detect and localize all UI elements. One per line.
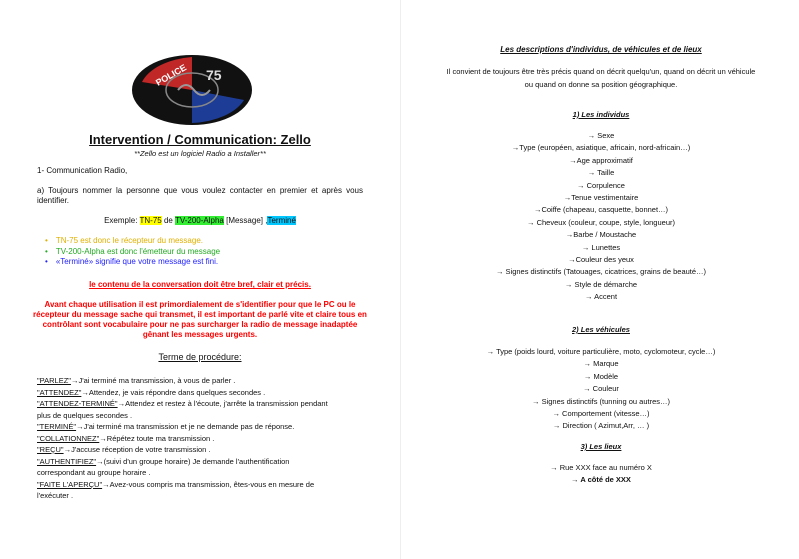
list-item: →Barbe / Moustache [565, 230, 637, 240]
list-item: → Couleur [583, 384, 619, 394]
list-item: → A côté de XXX [571, 475, 631, 485]
procedure-item: "REÇU"→J'accuse réception de votre transmission . [37, 445, 211, 454]
list-item: →Coiffe (chapeau, casquette, bonnet…) [533, 205, 669, 215]
procedure-list [37, 375, 337, 502]
list-item: → Type (poids lourd, voiture particulière, moto, cyclomoteur, cycle…) [486, 347, 716, 356]
list-item: → Cheveux (couleur, coupe, style, longueur) [526, 217, 675, 227]
descriptions-intro: Il convient de toujours être très précis quand on décrit quelqu'un, quand on décrit un véhicule ou quand on donne sa position géographique. [446, 67, 756, 89]
example-recipient: TN-75 [139, 216, 162, 225]
bullet-end: • «Terminé» signifie que votre message est fini. [45, 257, 220, 268]
example-line [0, 216, 400, 225]
bullet-sender: • TV-200-Alpha est donc l'émetteur du message [45, 247, 220, 258]
procedure-item: "PARLEZ"→J'ai terminé ma transmission, à vous de parler . [37, 376, 236, 385]
procedure-item: "ATTENDEZ"→Attendez, je vais répondre dans quelques secondes . [37, 387, 266, 397]
list-item: → Modèle [583, 371, 619, 381]
example-de: de [161, 216, 175, 225]
example-message: [Message] , [223, 216, 268, 225]
example-bullets [45, 236, 220, 268]
example-end: Terminé [267, 216, 296, 225]
police-logo [128, 52, 256, 128]
list-item: → Taille [587, 168, 615, 178]
procedure-item: "AUTHENTIFIEZ"→(suivi d'un groupe horaire) Je demande l'authentification correspondant au groupe horaire . [37, 456, 290, 477]
section-vehicules-heading: 2) Les véhicules [572, 325, 630, 334]
individus-list [401, 130, 799, 304]
list-item: → Comportement (vitesse…) [552, 409, 650, 419]
list-item: → Signes distinctifs (tunning ou autres…) [532, 396, 670, 406]
procedure-item: "FAITE L'APERÇU"→Avez-vous compris ma transmission, êtes-vous en mesure de l'exécuter . [37, 479, 315, 500]
list-item: →Tenue vestimentaire [563, 193, 639, 203]
red-notice-identify: Avant chaque utilisation il est primordialement de s'identifier pour que le PC ou le récepteur du message sache qui transmet, il est important de parlé vite et claire tous en contrôlant sont vocabulaire pour ne pas surcharger la radio de message inadaptée gênant les messages urgents. [33, 300, 367, 339]
list-item: → Signes distinctifs (Tatouages, cicatrices, grains de beauté…) [495, 267, 707, 277]
list-item: → Lunettes [581, 242, 621, 252]
section-1-heading: 1- Communication Radio, [37, 166, 128, 175]
procedure-item: "ATTENDEZ-TERMINÉ"→Attendez et restez à l'écoute, j'arrête la transmission pendant plus de quelques secondes . [37, 399, 328, 420]
descriptions-title: Les descriptions d'individus, de véhicules et de lieux [500, 45, 702, 54]
right-page [400, 0, 799, 559]
terme-procedure-heading: Terme de procédure: [158, 352, 242, 362]
list-item: → Sexe [587, 131, 615, 140]
list-item: → Accent [584, 292, 618, 302]
logo-number-text: 75 [206, 67, 222, 83]
procedure-item: "TERMINÉ"→J'ai terminé ma transmission et je ne demande pas de réponse. [37, 422, 295, 431]
para-a: a) Toujours nommer la personne que vous voulez contacter en premier et après vous identifier. [37, 186, 363, 205]
logo-police-text: POLICE [154, 62, 189, 88]
example-sender: TV-200-Alpha [174, 216, 224, 225]
example-prefix: Exemple: [104, 216, 140, 225]
lieux-list [401, 462, 799, 487]
page-subtitle: **Zello est un logiciel Radio a Installer** [134, 149, 266, 158]
section-lieux-heading: 3) Les lieux [580, 442, 622, 451]
list-item: →Age approximatif [569, 155, 633, 165]
list-item: →Type (européen, asiatique, africain, nord-africain…) [511, 143, 691, 153]
red-notice-brief: le contenu de la conversation doit être bref, clair et précis. [89, 280, 311, 289]
section-individus-heading: 1) Les individus [572, 110, 630, 119]
page-title: Intervention / Communication: Zello [89, 132, 311, 147]
list-item: →Couleur des yeux [568, 255, 634, 265]
list-item: → Rue XXX face au numéro X [550, 463, 652, 472]
bullet-recipient: • TN-75 est donc le récepteur du message. [45, 236, 220, 247]
list-item: → Style de démarche [564, 279, 638, 289]
procedure-item: "COLLATIONNEZ"→Répétez toute ma transmission . [37, 433, 215, 443]
vehicules-list [401, 346, 799, 433]
list-item: → Corpulence [577, 180, 625, 190]
list-item: → Marque [583, 359, 619, 369]
list-item: → Direction ( Azimut,Arr, … ) [552, 421, 650, 431]
